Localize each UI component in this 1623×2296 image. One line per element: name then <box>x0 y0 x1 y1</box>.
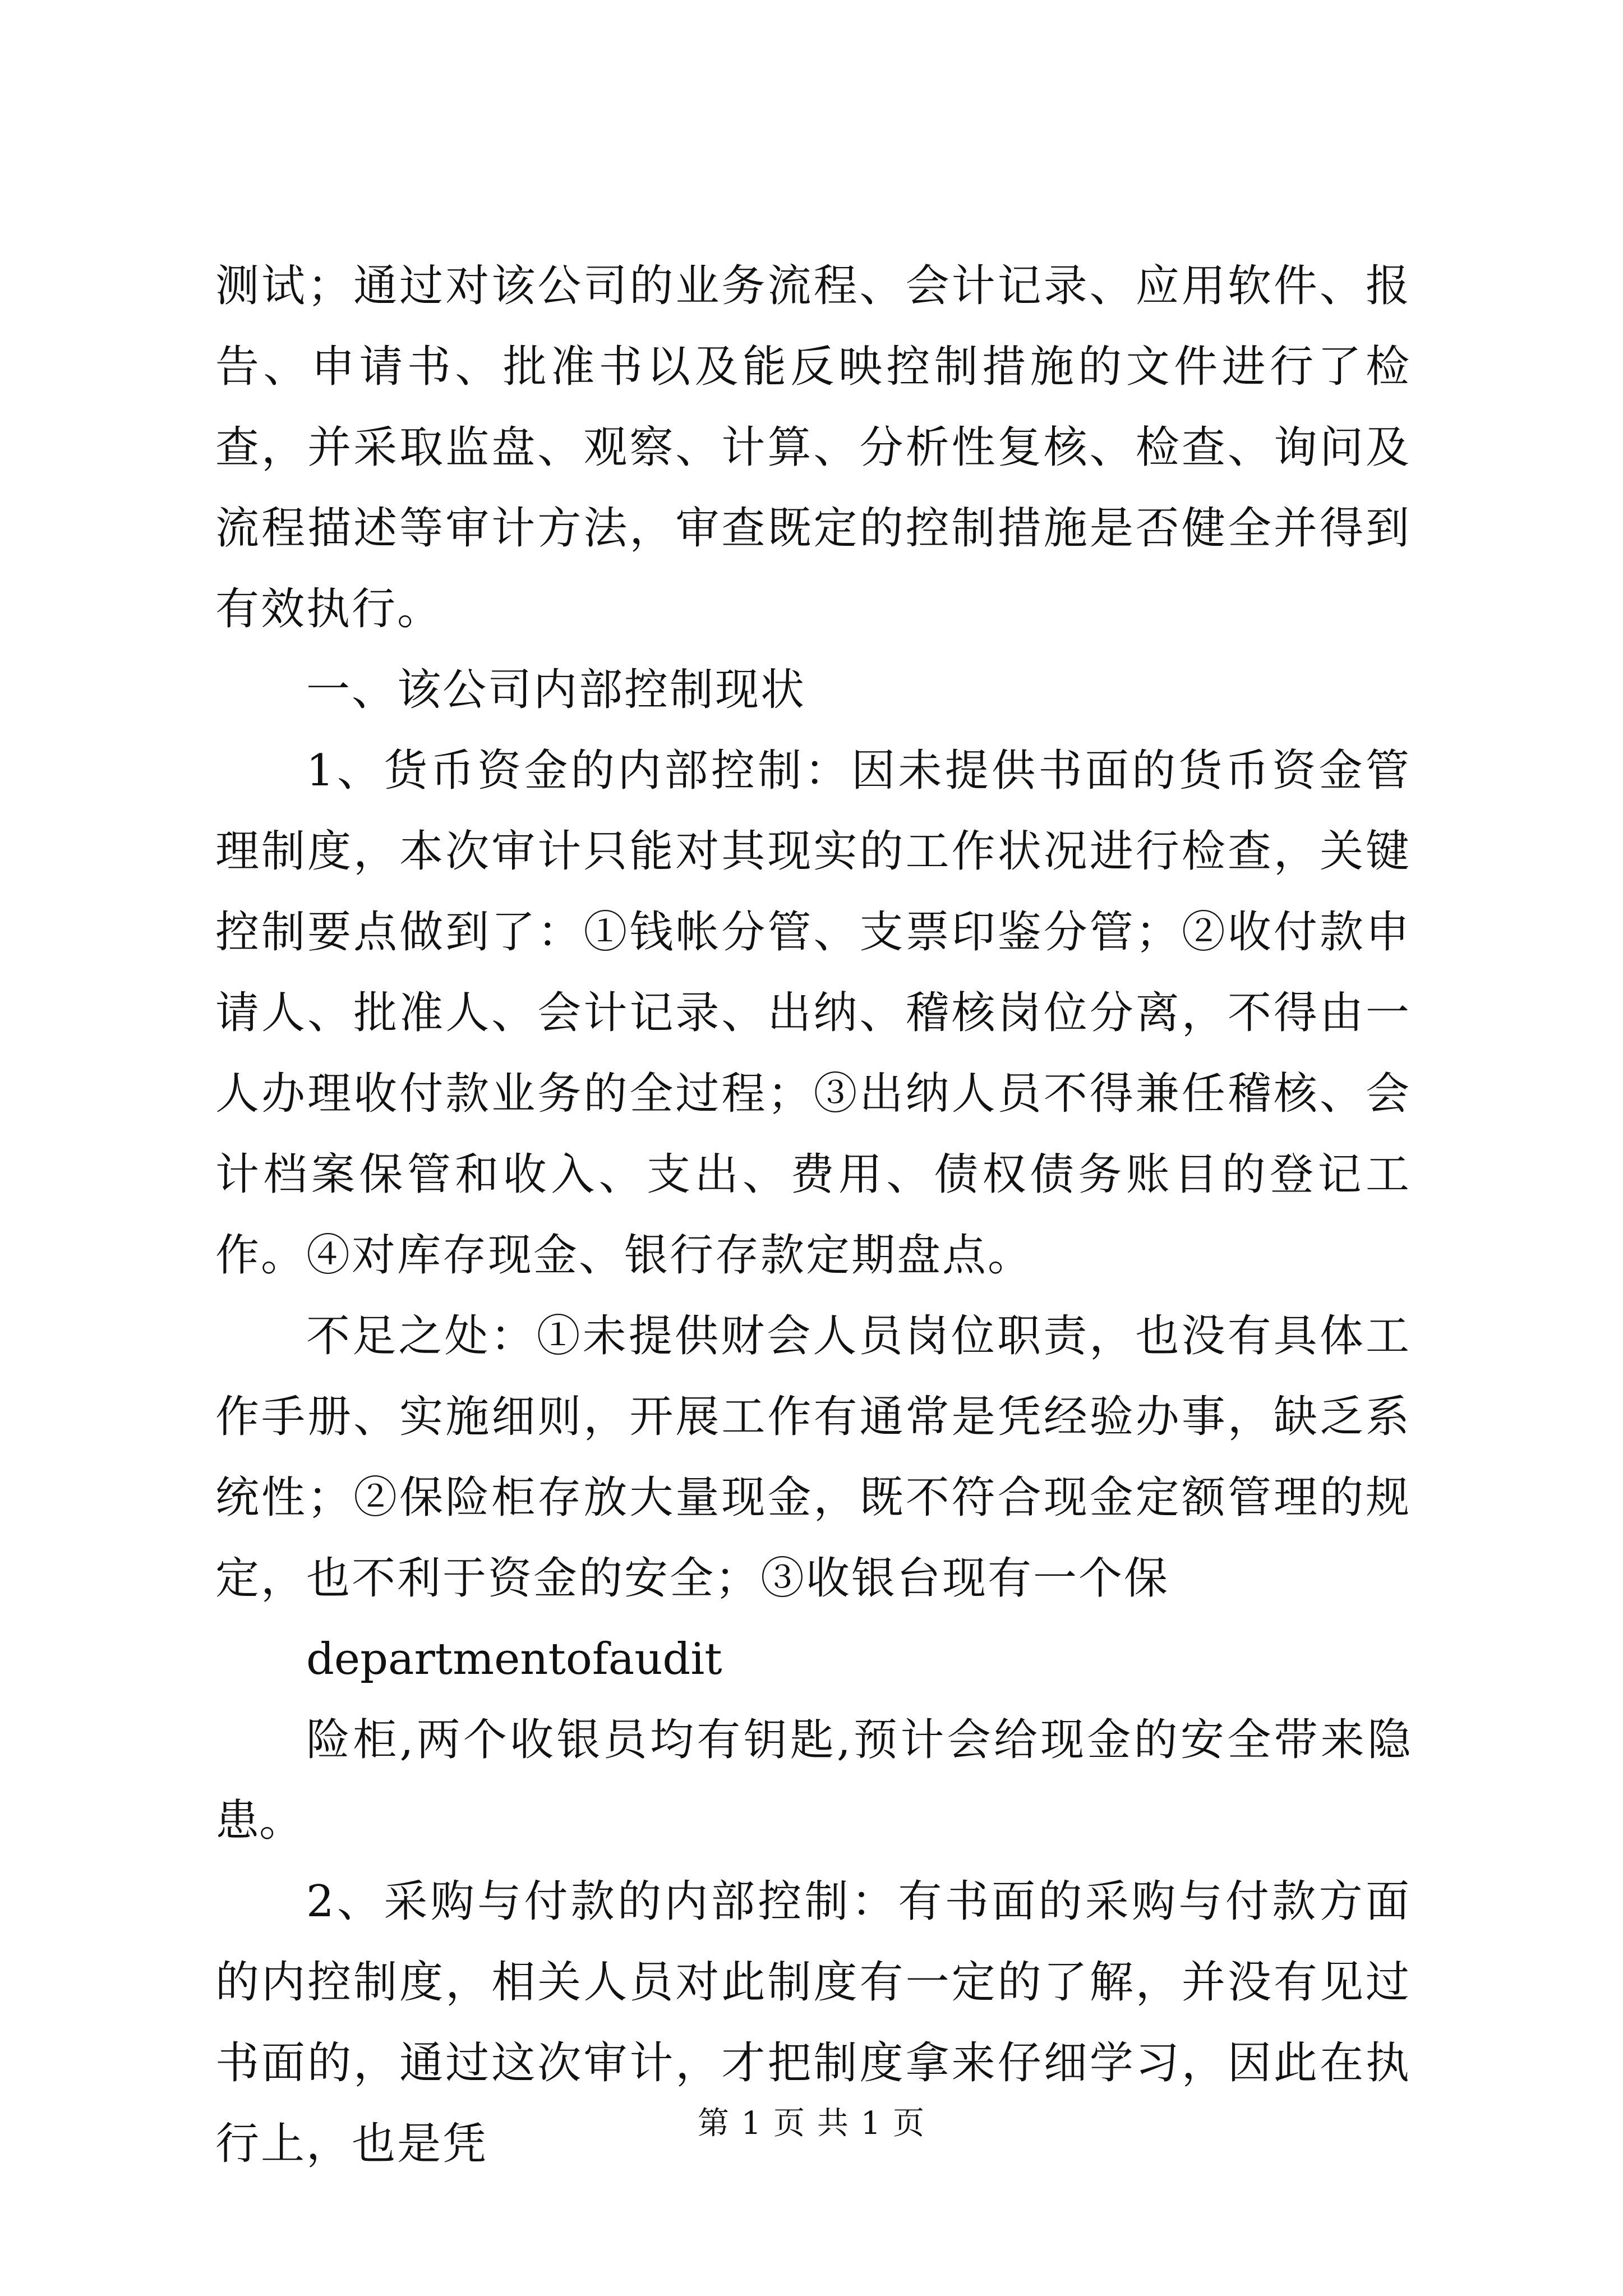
paragraph-deficiencies: 不足之处：①未提供财会人员岗位职责，也没有具体工作手册、实施细则，开展工作有通常是凭经验办事，缺乏系统性；②保险柜存放大量现金，既不符合现金定额管理的规定，也不利于资金的安全；③收银台现有一个保 <box>215 1311 1411 1604</box>
document-body <box>215 246 1411 2184</box>
paragraph-safe-keys: 险柜,两个收银员均有钥匙,预计会给现金的安全带来隐患。 <box>215 1715 1411 1846</box>
paragraph-testing-methods: 测试；通过对该公司的业务流程、会计记录、应用软件、报告、申请书、批准书以及能反映控制措施的文件进行了检查，并采取监盘、观察、计算、分析性复核、检查、询问及流程描述等审计方法，审查既定的控制措施是否健全并得到有效执行。 <box>215 261 1411 634</box>
paragraph-monetary-funds-control: 1、货币资金的内部控制：因未提供书面的货币资金管理制度，本次审计只能对其现实的工作状况进行检查，关键控制要点做到了：①钱帐分管、支票印鉴分管；②收付款申请人、批准人、会计记录、出纳、稽核岗位分离，不得由一人办理收付款业务的全过程；③出纳人员不得兼任稽核、会计档案保管和收入、支出、费用、债权债务账目的登记工作。④对库存现金、银行存款定期盘点。 <box>215 746 1411 1281</box>
section-heading-internal-control-status: 一、该公司内部控制现状 <box>306 665 806 715</box>
page-footer: 第 1 页 共 1 页 <box>697 2105 926 2142</box>
paragraph-procurement-payment-control: 2、采购与付款的内部控制：有书面的采购与付款方面的内控制度，相关人员对此制度有一定的了解，并没有见过书面的，通过这次审计，才把制度拿来仔细学习，因此在执行上，也是凭 <box>215 1876 1411 2169</box>
watermark-text-line: departmentofaudit <box>306 1634 722 1685</box>
